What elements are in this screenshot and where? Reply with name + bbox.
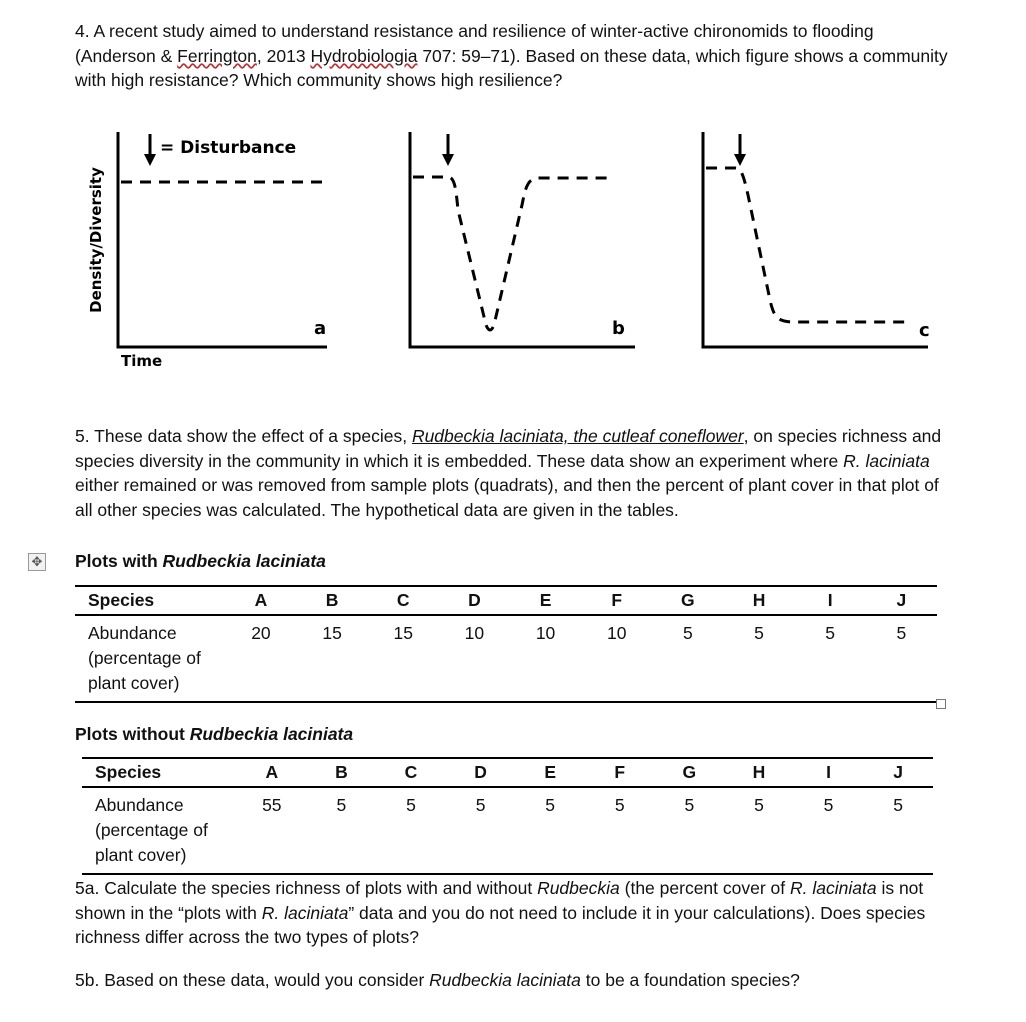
header-cell: E [539,590,552,610]
table-header-row [75,586,937,615]
legend-label: = Disturbance [160,138,297,158]
value-cell: 5 [336,795,347,815]
question-5b [75,968,960,993]
header-cell: G [681,590,695,610]
q4-text: 4. A recent study aimed to understand resistance and resilience of winter-active chironomids to flooding (Anderson & [75,21,874,66]
x-axis-label: Time [121,352,163,370]
value-cell: 10 [606,623,627,643]
value-cell: 20 [251,623,271,643]
panel-c-axes [703,132,928,347]
header-cell: F [614,762,626,782]
value-cell: 5 [896,623,907,643]
header-cell: D [468,590,481,610]
row-label: Abundance (percentage of plant cover) [88,623,201,693]
header-cell: I [826,762,831,782]
q5a-italic: R. laciniata [261,902,349,923]
table-title-italic: Rudbeckia laciniata [189,724,354,744]
value-cell: 5 [406,795,416,815]
value-cell: 5 [825,623,836,643]
table-with-title [75,551,326,572]
journal-name: Hydrobiologia [310,45,418,66]
value-cell: 5 [893,795,904,815]
header-cell: B [325,590,339,610]
header-cell: Species [88,590,155,610]
value-cell: 5 [754,795,764,815]
table-with-rudbeckia [75,585,937,703]
header-cell: H [752,762,766,782]
header-cell: H [752,590,766,610]
y-axis-label: Density/Diversity [87,167,105,313]
q5a-text: is not shown in the “plots with [75,878,924,923]
header-cell: Species [95,762,162,782]
header-cell: B [335,762,348,782]
value-cell: 5 [684,795,695,815]
panel-b-curve [413,177,610,330]
table-row [75,615,937,702]
value-cell: 55 [262,795,282,815]
q5a-text: ” data and you do not need to include it in your calculations). Does species richness differ across the two types of plots? [75,902,926,947]
q5b-italic: Rudbeckia laciniata [429,970,581,990]
table-without-title [75,724,353,745]
disturbance-arrow-icon [734,134,746,166]
header-cell: C [404,762,418,782]
q5b-text: 5b. Based on these data, would you consider [75,970,430,990]
panel-label-b: b [612,318,625,339]
value-cell: 15 [322,623,342,643]
panel-c-curve [706,168,905,322]
panel-label-a: a [314,318,327,339]
q5b-text: to be a foundation species? [580,970,800,990]
author-name: Ferrington [177,45,257,66]
table-header-row [82,758,933,787]
table-title-plain: Plots with [75,551,163,571]
value-cell: 10 [535,623,556,643]
value-cell: 15 [393,623,413,643]
value-cell: 5 [475,795,486,815]
header-cell: C [396,590,410,610]
header-cell: A [265,762,279,782]
table-row [82,787,933,874]
q4-text-mid: , 2013 [256,45,311,66]
question-5a [75,876,960,950]
panel-b-axes [410,132,635,347]
table-resize-handle[interactable] [936,699,946,709]
header-cell: G [682,762,697,782]
row-label: Abundance (percentage of plant cover) [95,795,208,865]
table-title-italic: Rudbeckia laciniata [162,551,326,571]
header-cell: D [474,762,487,782]
disturbance-arrow-icon [442,134,454,166]
species-abbrev: R. laciniata [843,450,930,471]
value-cell: 10 [464,623,485,643]
table-move-handle-icon[interactable]: ✥ [28,553,46,571]
q5-text-after: either remained or was removed from sample plots (quadrats), and then the percent of plant cover in that plot of all other species was calculated. The hypothetical data are given in the tables. [75,475,939,520]
header-cell: A [254,590,268,610]
value-cell: 5 [823,795,834,815]
q4-text-after: 707: 59–71). Based on these data, which figure shows a community with high resistance? Which community shows high resilience? [75,45,948,90]
header-cell: F [611,590,623,610]
question-5 [75,424,955,522]
header-cell: E [544,762,557,782]
table-without-rudbeckia [82,757,933,875]
value-cell: 5 [754,623,764,643]
value-cell: 5 [614,795,625,815]
q5a-italic: R. laciniata [790,878,877,898]
panel-label-c: c [919,320,930,341]
table-title-plain: Plots without [75,724,190,744]
q5a-italic: Rudbeckia [537,878,620,898]
disturbance-figure [0,0,1026,380]
q5a-text: 5a. Calculate the species richness of plots with and without [75,878,538,898]
value-cell: 5 [545,795,556,815]
header-cell: J [896,590,907,610]
header-cell: I [827,590,833,610]
q5a-text: (the percent cover of [619,878,790,898]
value-cell: 5 [682,623,693,643]
header-cell: J [893,762,904,782]
species-link[interactable]: Rudbeckia laciniata, the cutleaf coneflower [411,426,744,446]
disturbance-arrow-icon [144,134,156,166]
q5-text-mid: , on species richness and species diversity in the community in which it is embedded. These data show an experiment where [75,426,942,471]
q5-text: 5. These data show the effect of a species, [75,426,412,446]
